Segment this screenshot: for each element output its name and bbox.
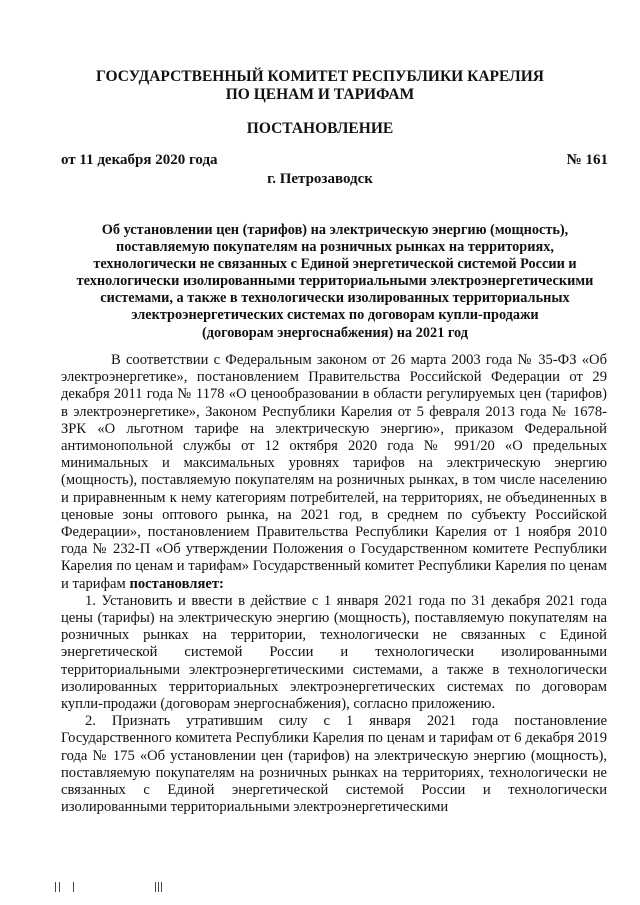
subject-line: поставляемую покупателям на розничных рынках на территориях,: [116, 239, 554, 256]
document-city: г. Петрозаводск: [267, 171, 373, 187]
subject-line: технологически изолированными территориальными электроэнергетическими: [76, 273, 594, 290]
document-type: ПОСТАНОВЛЕНИЕ: [246, 120, 394, 137]
subject-line: Об установлении цен (тарифов) на электрическую энергию (мощность),: [101, 222, 569, 238]
issuing-authority: [0, 68, 640, 104]
subject-line: технологически не связанных с Единой энергетической системой России и: [93, 256, 577, 273]
resolution-keyword: постановляет:: [129, 575, 224, 592]
scan-marks: [55, 882, 195, 896]
document-date: от 11 декабря 2020 года: [61, 152, 218, 168]
document-subject: [70, 222, 600, 342]
subject-line: (договорам энергоснабжения) на 2021 год: [201, 324, 469, 341]
document-body: [61, 352, 607, 816]
preamble-paragraph: [61, 352, 607, 593]
authority-line-2: ПО ЦЕНАМ И ТАРИФАМ: [225, 86, 415, 103]
subject-line: электроэнергетических системах по договорам купли-продажи: [131, 307, 539, 324]
document-number: № 161: [566, 152, 608, 168]
clause-2: 2. Признать утратившим силу с 1 января 2021 года постановление Государственного комитета Республики Карелия по ценам и тарифам от 6 декабря 2019 года № 175 «Об установлении цен (тарифов) на электрическую энергию (мощность), поставляемую покупателям на розничных рынках на территориях, технологически не связанных с Единой энергетической системой России и технологически изолированными территориальными электроэнергетическими: [61, 713, 607, 816]
authority-line-1: ГОСУДАРСТВЕННЫЙ КОМИТЕТ РЕСПУБЛИКИ КАРЕЛИЯ: [96, 68, 544, 85]
preamble-text: В соответствии с Федеральным законом от 26 марта 2003 года № 35-ФЗ «Об электроэнергетике», постановлением Правительства Российской Федерации от 29 декабря 2011 года № 1178 «О ценообразовании в области регулируемых цен (тарифов) в электроэнергетике», Законом Республики Карелия от 5 февраля 2013 года № 1678-ЗРК «О льготном тарифе на электрическую энергию», приказом Федеральной антимонопольной службы от 12 октября 2020 года № 991/20 «О предельных минимальных и максимальных уровнях тарифов на электрическую энергию (мощность), поставляемую покупателям на розничных рынках, в том числе населению и приравненным к нему категориям потребителей, на территориях, не объединенных в ценовые зоны оптового рынка, на 2021 год, в среднем по субъекту Российской Федерации», постановлением Правительства Республики Карелия от 1 ноября 2010 года № 232-П «Об утверждении Положения о Государственном комитете Республики Карелия по ценам и тарифам» Государственный комитет Республики Карелия по ценам и тарифам: [61, 352, 607, 592]
subject-line: системами, а также в технологически изолированных территориальных: [100, 290, 570, 307]
clause-1: 1. Установить и ввести в действие с 1 января 2021 года по 31 декабря 2021 года цены (тарифы) на электрическую энергию (мощность), поставляемую покупателям на розничных рынках на территории, технологически не связанных с Единой энергетической системой России и технологически изолированными территориальными электроэнергетическими системами, а также в технологически изолированных территориальных электроэнергетических системах по договорам купли-продажи (договорам энергоснабжения), согласно приложению.: [61, 592, 607, 713]
